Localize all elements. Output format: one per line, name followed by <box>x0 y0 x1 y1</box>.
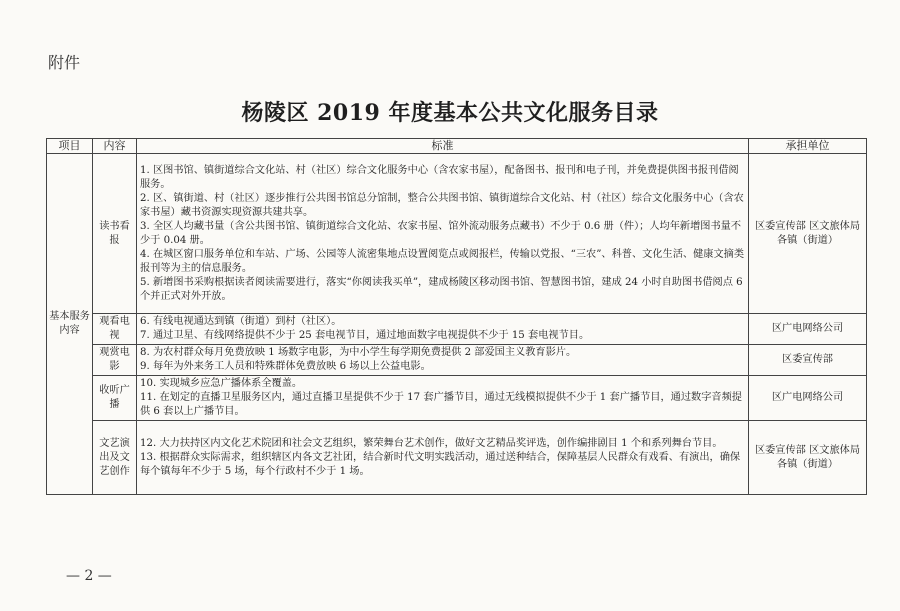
standard-item: 10. 实现城乡应急广播体系全覆盖。 <box>140 378 303 389</box>
unit-cell: 区广电网络公司 <box>749 376 867 421</box>
header-item: 项目 <box>47 139 93 154</box>
unit-cell: 区委宣传部 区文旅体局 各镇（街道） <box>749 421 867 495</box>
standard-item: 3. 全区人均藏书量（含公共图书馆、镇街道综合文化站、农家书屋、馆外流动服务点藏书）不少于 0.6 册（件）；人均年新增图书量不少于 0.04 册。 <box>140 220 742 246</box>
standard-item: 4. 在城区窗口服务单位和车站、广场、公园等人流密集地点设置阅览点或阅报栏，传输以党报、“三农”、科普、文化生活、健康文摘类报刊等为主的信息服务。 <box>140 248 745 274</box>
page-number: — 2 — <box>66 568 112 584</box>
standard-cell <box>137 376 749 421</box>
table-row <box>47 421 867 495</box>
table-row <box>47 345 867 376</box>
standard-item: 11. 在划定的直播卫星服务区内，通过直播卫星提供不少于 17 套广播节目，通过无线模拟提供不少于 1 套广播节目，通过数字音频提供 6 套以上广播节目。 <box>140 392 742 417</box>
standard-item: 6. 有线电视通达到镇（街道）到村（社区）。 <box>140 316 342 327</box>
header-content: 内容 <box>93 139 137 154</box>
standard-item: 2. 区、镇街道、村（社区）逐步推行公共图书馆总分馆制，整合公共图书馆、镇街道综合文化站、村（社区）综合文化服务中心（含农家书屋）藏书资源实现资源共建共享。 <box>140 192 744 218</box>
standard-item: 9. 每年为外来务工人员和特殊群体免费放映 6 场以上公益电影。 <box>140 361 431 372</box>
standard-item: 1. 区图书馆、镇街道综合文化站、村（社区）综合文化服务中心（含农家书屋），配备图书、报刊和电子刊，并免费提供图书报刊借阅服务。 <box>140 164 739 190</box>
standard-cell <box>137 314 749 345</box>
content-cell: 收听广播 <box>93 376 137 421</box>
standard-cell <box>137 154 749 314</box>
table-row <box>47 154 867 314</box>
header-unit: 承担单位 <box>749 139 867 154</box>
content-cell: 文艺演出及文艺创作 <box>93 421 137 495</box>
category-cell: 基本服务内容 <box>47 154 93 495</box>
service-catalog-table <box>46 138 867 495</box>
standard-item: 7. 通过卫星、有线网络提供不少于 25 套电视节目，通过地面数字电视提供不少于 15 套电视节目。 <box>140 330 590 341</box>
standard-cell <box>137 345 749 376</box>
standard-item: 12. 大力扶持区内文化艺术院团和社会文艺组织，繁荣舞台艺术创作，做好文艺精品奖评选，创作编排剧目 1 个和系列舞台节目。 <box>140 437 723 449</box>
standard-item: 13. 根据群众实际需求，组织辖区内各文艺社团，结合新时代文明实践活动，通过送种结合，保障基层人民群众有戏看、有演出，确保每个镇每年不少于 5 场，每个行政村不少于 1 场。 <box>140 451 741 477</box>
unit-cell: 区委宣传部 区文旅体局 各镇（街道） <box>749 154 867 314</box>
standard-item: 5. 新增图书采购根据读者阅读需要进行，落实“你阅读我买单”，建成杨陵区移动图书馆、智慧图书馆，建成 24 小时自助图书借阅点 6 个并正式对外开放。 <box>140 276 743 302</box>
standard-item: 8. 为农村群众每月免费放映 1 场数字电影，为中小学生每学期免费提供 2 部爱国主义教育影片。 <box>140 347 577 358</box>
table-row <box>47 314 867 345</box>
attachment-label: 附件 <box>48 53 81 72</box>
content-cell: 观赏电影 <box>93 345 137 376</box>
unit-cell: 区广电网络公司 <box>749 314 867 345</box>
content-cell: 观看电视 <box>93 314 137 345</box>
unit-cell: 区委宣传部 <box>749 345 867 376</box>
table-row <box>47 376 867 421</box>
document-title: 杨陵区 2019 年度基本公共文化服务目录 <box>241 100 659 126</box>
table-header-row <box>47 139 867 154</box>
header-standard: 标准 <box>137 139 749 154</box>
standard-cell <box>137 421 749 495</box>
content-cell: 读书看报 <box>93 154 137 314</box>
